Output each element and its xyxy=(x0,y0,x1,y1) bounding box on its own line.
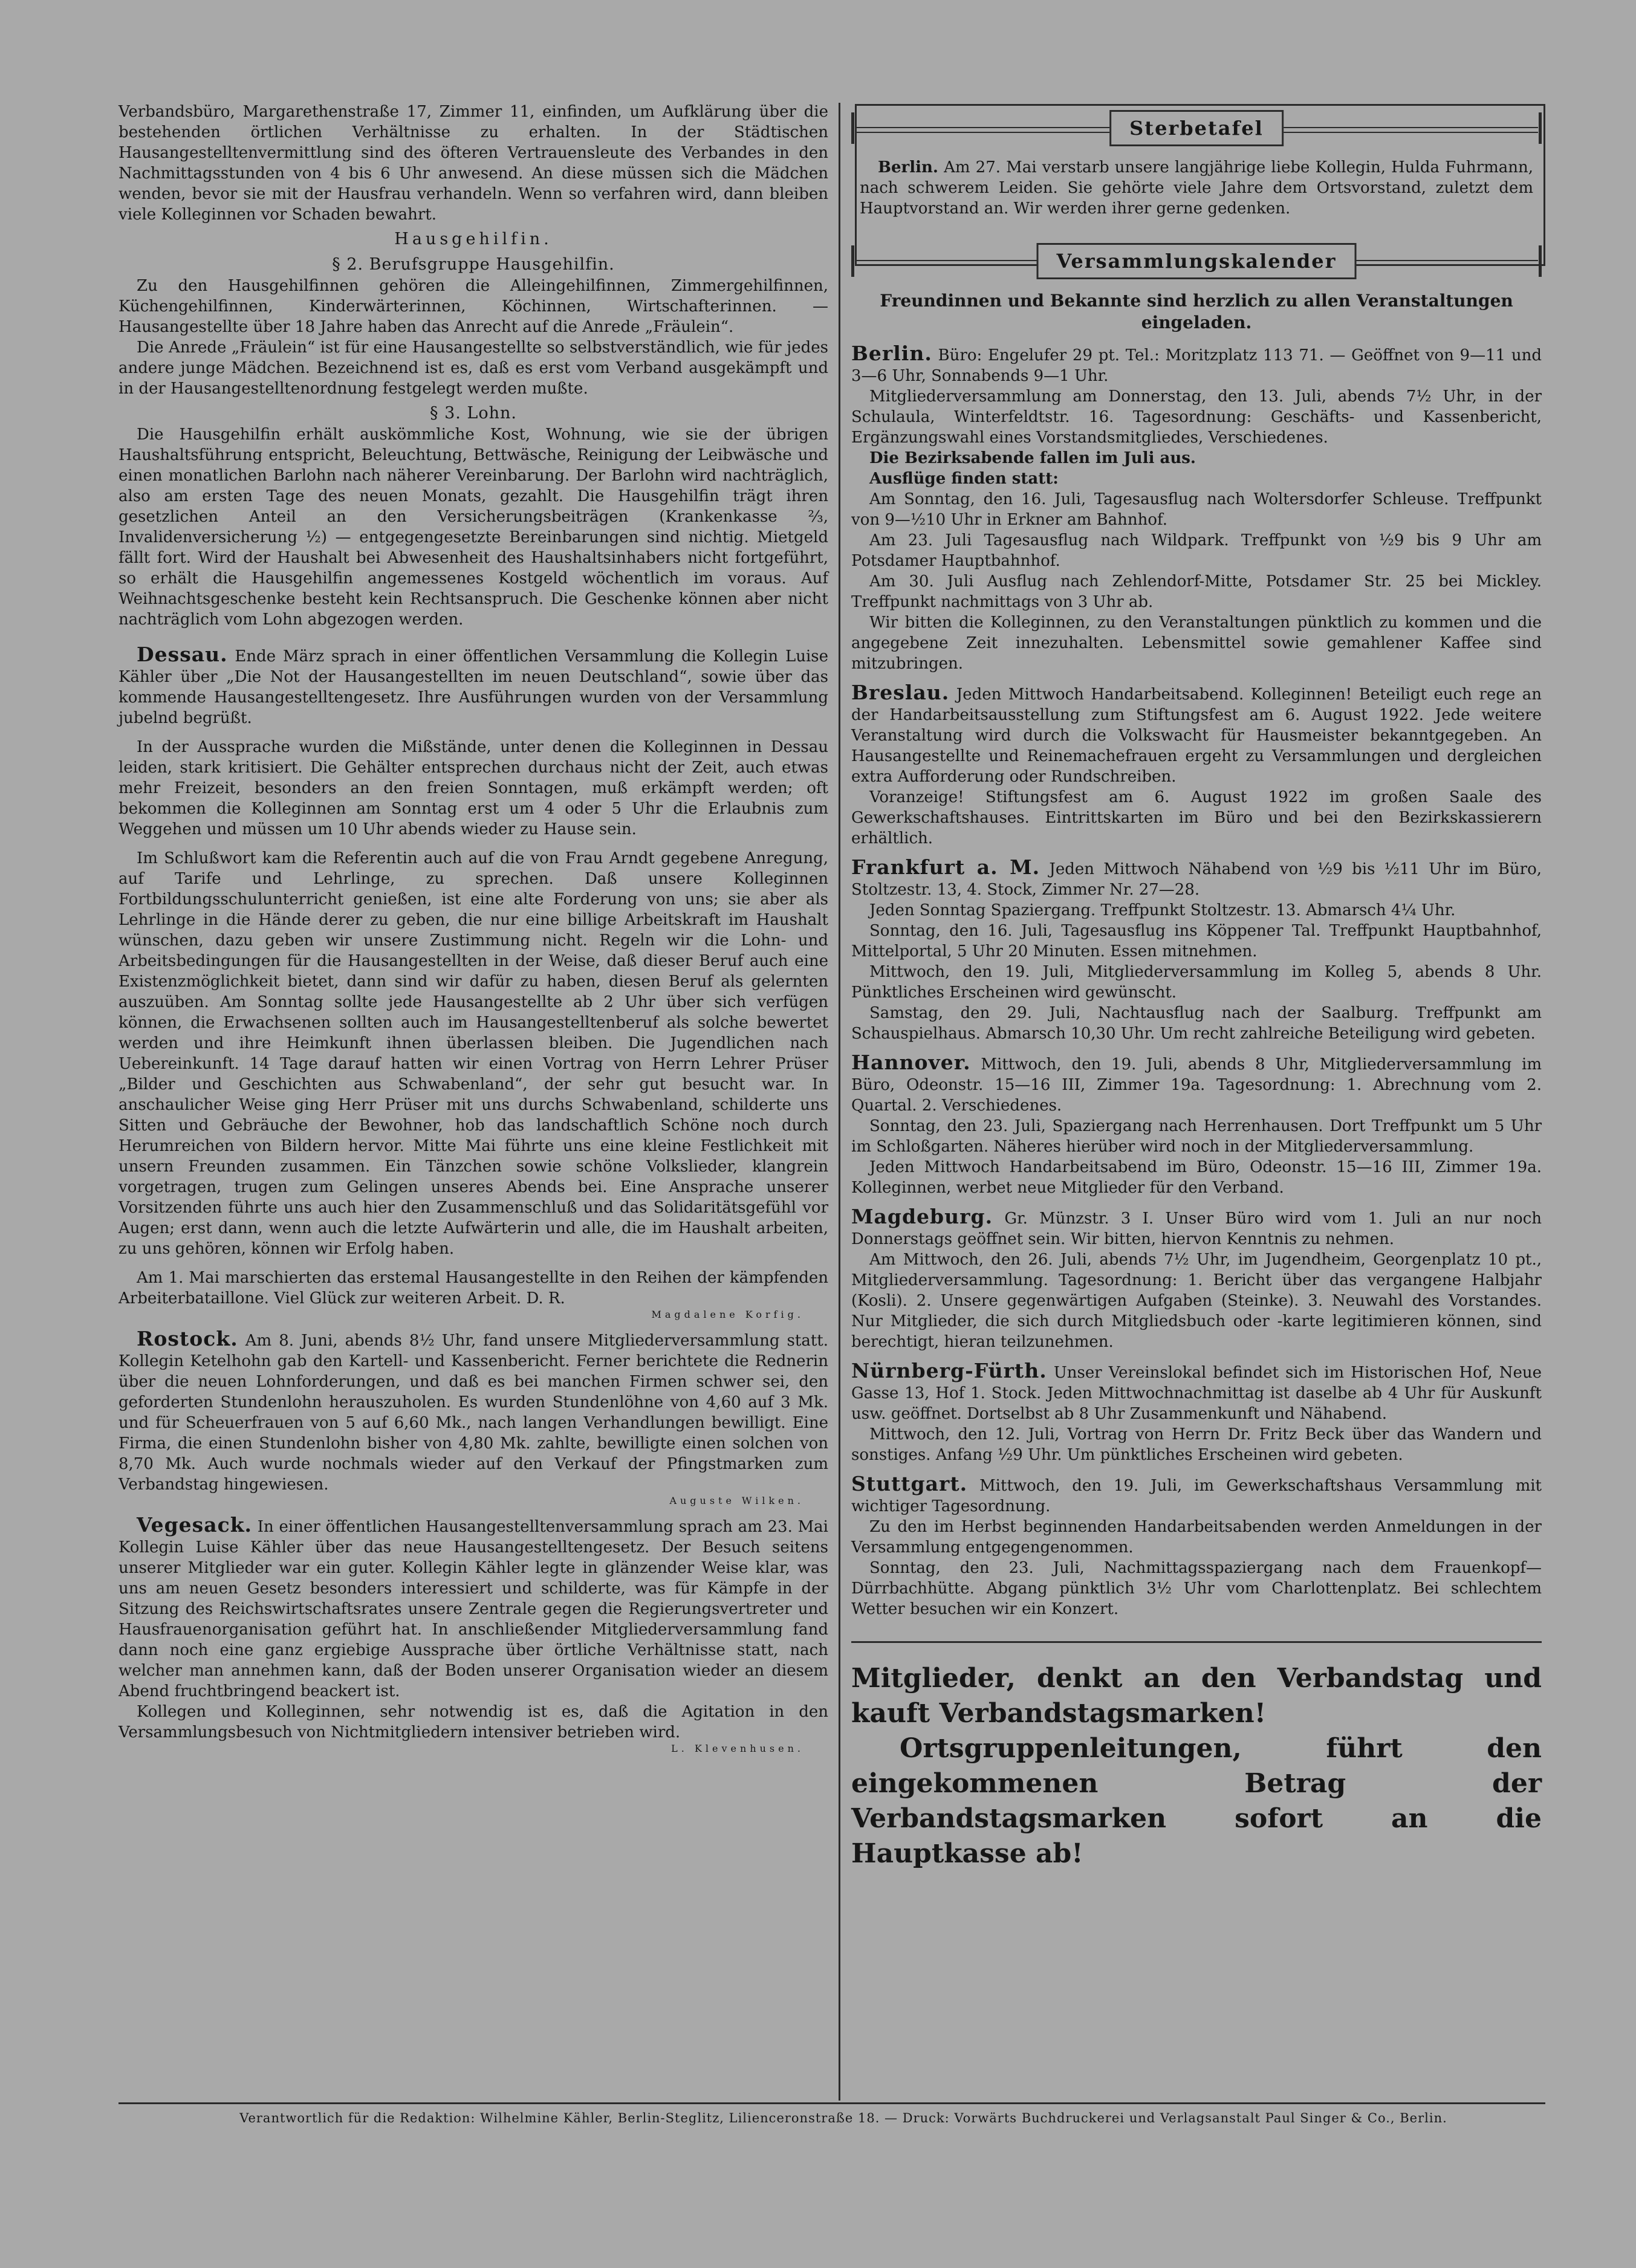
frankfurt-lead: Frankfurt a. M. xyxy=(851,855,1040,879)
rostock-text: Am 8. Juni, abends 8½ Uhr, fand unsere Mitgliederversammlung statt. Kollegin Ketelhohn gab den Kartell- und Kassenbericht. Ferner berichtete die Rednerin über die neuen Lohnforderungen, und daß es bei manchen Firmen schwer sei, den geforderten Stundenlohn herauszuholen. Es wurden Stundenlöhne von 4,60 auf 3 Mk. und für Scheuerfrauen von 5 auf 6,60 Mk., nach langen Verhandlungen bewilligt. Eine Firma, die einen Stundenlohn bisher von 4,80 Mk. zahlte, bewilligte einen solchen von 8,70 Mk. Auch wurde nochmals wieder auf den Verkauf der Pfingstmarken zum Verbandstag hingewiesen. xyxy=(118,1332,828,1494)
berlin-text2: Mitgliederversammlung am Donnerstag, den 13. Juli, abends 7½ Uhr, in der Schulaula, Winterfeldtstr. 16. Tagesordnung: Geschäfts- und Kassenbericht, Ergänzungswahl eines Vorstandsmitgliedes, Verschiedenes. xyxy=(851,387,1542,447)
dessau-text3: Im Schlußwort kam die Referentin auch auf die von Frau Arndt gegebene Anregung, auf Tarife und Lehrlinge, zu sprechen. Daß unsere Kolleginnen Fortbildungsschulunterricht genießen, ist eine alte Forderung von uns; sie aber als Lehrlinge in die Hände derer zu geben, die nur eine billige Arbeitskraft im Haushalt wünschen, dazu geben wir unsere Zustimmung nicht. Regeln wir die Lohn- und Arbeitsbedingungen für die Hausangestellten in der Weise, daß dieser Beruf auch eine Existenzmöglichkeit bietet, dann sind wir dafür zu haben, diesen Beruf als gelernten auszuüben. Am Sonntag sollte jede Hausangestellte ab 2 Uhr über sich verfügen können, die Erwachsenen sollten auch im Hausangestelltenberuf als solche bewertet werden und ihre Heimkunft ihnen überlassen bleiben. Die Jugendlichen nach Uebereinkunft. 14 Tage darauf hatten wir einen Vortrag von Herrn Lehrer Prüser „Bilder und Geschichten aus Schwabenland“, der sehr gut besucht war. In anschaulicher Weise ging Herr Prüser mit uns durchs Schwabenland, schilderte uns Sitten und Gebräuche der Bewohner, hob das landschaftlich Schöne noch durch Herumreichen von Bildern hervor. Mitte Mai führte uns eine kleine Festlichkeit mit unsern Freunden zusammen. Ein Tänzchen sowie schöne Volkslieder, klangrein vorgetragen, trugen zum Gelingen unseres Abends bei. Eine Ansprache unserer Vorsitzenden führte uns auch hier den Zusammenschluß und das Solidaritätsgefühl vor Augen; erst dann, wenn auch die letzte Aufwärterin und alle, die im Haushalt arbeiten, zu uns gehören, können wir Erfolg haben. xyxy=(118,849,828,1258)
breslau-lead: Breslau. xyxy=(851,681,950,704)
stuttgart-text2: Zu den im Herbst beginnenden Handarbeitsabenden werden Anmeldungen in der Versammlung entgegengenommen. xyxy=(851,1518,1542,1557)
dessau-text1: Ende März sprach in einer öffentlichen Versammlung die Kollegin Luise Kähler über „Die Not der Hausangestellten im neuen Deutschland“, sowie über das kommende Hausangestelltengesetz. Ihre Ausführungen wurden von der Versammlung jubelnd begrüßt. xyxy=(118,647,829,727)
stuttgart-entry xyxy=(851,1474,1542,1517)
vegesack-text2: Kollegen und Kolleginnen, sehr notwendig ist es, daß die Agitation in den Versammlungsbesuch von Nichtmitgliedern intensiver betrieben wird. xyxy=(118,1703,828,1742)
frankfurt-text4: Mittwoch, den 19. Juli, Mitgliederversammlung im Kolleg 5, abends 8 Uhr. Pünktliches Erscheinen wird gewünscht. xyxy=(851,963,1542,1002)
dessau-lead: Dessau. xyxy=(137,643,228,666)
berlin-text7: Am 30. Juli Ausflug nach Zehlendorf-Mitte, Potsdamer Str. 25 bei Mickley. Treffpunkt nachmittags von 3 Uhr ab. xyxy=(851,572,1542,611)
dessau-text4: Am 1. Mai marschierten das erstemal Hausangestellte in den Reihen der kämpfenden Arbeiterbataillone. Viel Glück zur weiteren Arbeit. D. R. xyxy=(118,1269,828,1307)
sterbetafel-title: Sterbetafel xyxy=(1109,110,1284,146)
frankfurt-text2: Jeden Sonntag Spaziergang. Treffpunkt Stoltzestr. 13. Abmarsch 4¼ Uhr. xyxy=(869,901,1456,919)
imprint-footer: Verantwortlich für die Redaktion: Wilhelmine Kähler, Berlin-Steglitz, Lilienceronstraße 18. — Druck: Vorwärts Buchdruckerei und Verlagsanstalt Paul Singer & Co., Berlin. xyxy=(239,2111,1447,2125)
berlin-text3: Die Bezirksabende fallen im Juli aus. xyxy=(869,449,1196,467)
intro-paragraph: Verbandsbüro, Margarethenstraße 17, Zimmer 11, einfinden, um Aufklärung über die bestehenden örtlichen Verhältnisse zu erhalten. In der Städtischen Hausangestelltenvermittlung sind des öfteren Vertrauensleute des Verbandes in den Nachmittagsstunden von 4 bis 6 Uhr anwesend. An diese müssen sich die Mädchen wenden, bevor sie mit der Hausfrau verhandeln. Wenn so verfahren wird, dann bleiben viele Kolleginnen vor Schaden bewahrt. xyxy=(118,103,828,224)
rostock-signature: Auguste Wilken. xyxy=(669,1495,804,1506)
frankfurt-text3: Sonntag, den 16. Juli, Tagesausflug ins Köppener Tal. Treffpunkt Hauptbahnhof, Mittelportal, 5 Uhr 20 Minuten. Essen mitnehmen. xyxy=(851,922,1542,961)
appeal-members: Mitglieder, denkt an den Verbandstag und kauft Verbandstagsmarken! xyxy=(851,1663,1542,1729)
column-divider xyxy=(839,103,840,2101)
magdeburg-text2: Am Mittwoch, den 26. Juli, abends 7½ Uhr, im Jugendheim, Georgenplatz 10 pt., Mitgliederversammlung. Tagesordnung: 1. Bericht über das vergangene Halbjahr (Kosli). 2. Unsere gegenwärtigen Aufgaben (Steinke). 3. Neuwahl des Vorstandes. Nur Mitglieder, die sich durch Mitgliedsbuch oder -karte legitimieren können, sind berechtigt, hieran teilzunehmen. xyxy=(851,1251,1542,1351)
hannover-text2: Sonntag, den 23. Juli, Spaziergang nach Herrenhausen. Dort Treffpunkt um 5 Uhr im Schloßgarten. Näheres hierüber wird noch in der Mitgliederversammlung. xyxy=(851,1117,1542,1156)
magdeburg-entry xyxy=(851,1207,1542,1249)
stuttgart-text3: Sonntag, den 23. Juli, Nachmittagsspaziergang nach dem Frauenkopf—Dürrbachhütte. Abgang pünktlich 3½ Uhr vom Charlottenplatz. Bei schlechtem Wetter besuchen wir ein Konzert. xyxy=(851,1559,1542,1618)
dessau-text2: In der Aussprache wurden die Mißstände, unter denen die Kolleginnen in Dessau leiden, stark kritisiert. Die Gehälter entsprechen durchaus nicht der Zeit, auch etwas mehr Freizeit, besonders an den freien Sonntagen, muß erkämpft werden; oft bekommen die Kolleginnen am Sonntag erst um 4 oder 5 Uhr die Erlaubnis zum Weggehen und müssen um 10 Uhr abends wieder zu Hause sein. xyxy=(118,738,828,838)
berlin-text4: Ausflüge finden statt: xyxy=(869,470,1059,488)
breslau-text1: Jeden Mittwoch Handarbeitsabend. Kolleginnen! Beteiligt euch rege an der Handarbeitsausstellung zum Stiftungsfest am 6. August 1922. Jede weitere Veranstaltung wird durch die Volkswacht für Hausmeister bekanntgegeben. An Hausangestellte und Reinemachefrauen ergeht zu Versammlungen und dergleichen extra Aufforderung oder Rundschreiben. xyxy=(851,685,1542,786)
appeal-box xyxy=(851,1641,1542,1871)
frankfurt-text5: Samstag, den 29. Juli, Nachtausflug nach der Saalburg. Treffpunkt am Schauspielhaus. Abmarsch 10,30 Uhr. Um recht zahlreiche Beteiligung wird gebeten. xyxy=(851,1004,1542,1043)
berlin-text5: Am Sonntag, den 16. Juli, Tagesausflug nach Woltersdorfer Schleuse. Treffpunkt von 9—½10 Uhr in Erkner am Bahnhof. xyxy=(851,490,1542,529)
nuernberg-entry xyxy=(851,1361,1542,1424)
magdeburg-text1: Gr. Münzstr. 3 I. Unser Büro wird vom 1. Juli an nur noch Donnerstags geöffnet sein. Wir bitten, hiervon Kenntnis zu nehmen. xyxy=(851,1210,1542,1248)
magdeburg-lead: Magdeburg. xyxy=(851,1205,993,1228)
vegesack-text1: In einer öffentlichen Hausangestelltenversammlung sprach am 23. Mai Kollegin Luise Kähler über das neue Hausangestelltengesetz. Der Besuch seitens unserer Mitglieder war ein guter. Kollegin Kähler legte in glänzender Weise klar, was uns am neuen Gesetz besonders interessiert und schilderte, was für Kämpfe in der Sitzung des Reichswirtschaftsrates unsere Zentrale gegen die Regierungsvertreter und Hausfrauenorganisation geführt hat. In anschließender Mitgliederversammlung fand dann noch eine ganz ergiebige Aussprache über örtliche Verhältnisse statt, nach welcher man annehmen kann, daß der Boden unserer Organisation wieder an diesem Abend fruchtbringend beackert ist. xyxy=(118,1518,829,1700)
stuttgart-text1: Mittwoch, den 19. Juli, im Gewerkschaftshaus Versammlung mit wichtiger Tagesordnung. xyxy=(851,1477,1542,1515)
kalender-title: Versammlungskalender xyxy=(1037,243,1357,279)
dessau-signature: Magdalene Korfig. xyxy=(651,1309,804,1320)
left-column xyxy=(118,102,828,1754)
appeal-groups: Ortsgruppenleitungen, führt den eingekommenen Betrag der Verbandstagsmarken sofort an die Hauptkasse ab! xyxy=(851,1733,1542,1869)
hausgehilfin-heading: Hausgehilfin. xyxy=(394,230,553,248)
berlin-text6: Am 23. Juli Tagesausflug nach Wildpark. Treffpunkt von ½9 bis 9 Uhr am Potsdamer Hauptbahnhof. xyxy=(851,531,1542,570)
hannover-text1: Mittwoch, den 19. Juli, abends 8 Uhr, Mitgliederversammlung im Büro, Odeonstr. 15—16 III, Zimmer 19a. Tagesordnung: 1. Abrechnung vom 2. Quartal. 2. Verschiedenes. xyxy=(851,1055,1542,1115)
paragraph3-heading: § 3. Lohn. xyxy=(430,404,517,423)
rostock-lead: Rostock. xyxy=(137,1327,238,1350)
paragraph2-text2: Die Anrede „Fräulein“ ist für eine Hausangestellte so selbstverständlich, wie für jedes andere junge Mädchen. Bezeichnend ist es, daß es erst vom Verband ausgekämpft und in der Hausangestelltenordnung festgelegt werden mußte. xyxy=(118,339,828,398)
breslau-entry xyxy=(851,682,1542,787)
berlin-text1: Büro: Engelufer 29 pt. Tel.: Moritzplatz 113 71. — Geöffnet von 9—11 und 3—6 Uhr, Sonnabends 9—1 Uhr. xyxy=(851,346,1542,385)
kalender-header xyxy=(851,243,1542,279)
vegesack-signature: L. Klevenhusen. xyxy=(671,1743,804,1754)
nuernberg-lead: Nürnberg-Fürth. xyxy=(851,1359,1047,1382)
frankfurt-text1: Jeden Mittwoch Nähabend von ½9 bis ½11 Uhr im Büro, Stoltzestr. 13, 4. Stock, Zimmer Nr. 27—28. xyxy=(851,860,1542,899)
nuernberg-text1: Unser Vereinslokal befindet sich im Historischen Hof, Neue Gasse 13, Hof 1. Stock. Jeden Mittwochnachmittag ist daselbe ab 4 Uhr für Auskunft usw. geöffnet. Dortselbst ab 8 Uhr Zusammenkunft und Nähabend. xyxy=(851,1364,1542,1423)
berlin-lead: Berlin. xyxy=(851,342,932,365)
paragraph2-heading: § 2. Berufsgruppe Hausgehilfin. xyxy=(332,255,615,274)
paragraph3-text: Die Hausgehilfin erhält auskömmliche Kost, Wohnung, wie sie der übrigen Haushaltsführung entspricht, Beleuchtung, Bettwäsche, Reinigung der Leibwäsche und einen monatlichen Barlohn nach näherer Vereinbarung. Der Barlohn wird nachträglich, also am ersten Tage des neuen Monats, gezahlt. Die Hausgehilfin trägt ihren gesetzlichen Anteil an den Versicherungsbeiträgen (Krankenkasse ⅔, Invalidenversicherung ½) — entgegengesetzte Bereinbarungen sind nichtig. Mietgeld fällt fort. Wird der Haushalt bei Abwesenheit des Haushaltsinhabers nicht fortgeführt, so erhält die Hausgehilfin angemessenes Kostgeld wöchentlich im voraus. Auf Weihnachtsgeschenke besteht kein Rechtsanspruch. Die Geschenke können aber nicht nachträglich vom Lohn abgezogen werden. xyxy=(118,426,828,629)
hannover-entry xyxy=(851,1052,1542,1116)
berlin-text8: Wir bitten die Kolleginnen, zu den Veranstaltungen pünktlich zu kommen und die angegebene Zeit innezuhalten. Lebensmittel sowie gemahlener Kaffee sind mitzubringen. xyxy=(851,614,1542,673)
sterbe-lead: Berlin. xyxy=(878,158,938,177)
hannover-lead: Hannover. xyxy=(851,1051,971,1074)
vegesack-report xyxy=(118,1515,828,1702)
invite-text: Freundinnen und Bekannte sind herzlich zu allen Veranstaltungen eingeladen. xyxy=(880,291,1513,332)
hannover-text3: Jeden Mittwoch Handarbeitsabend im Büro, Odeonstr. 15—16 III, Zimmer 19a. Kolleginnen, werbet neue Mitglieder für den Verband. xyxy=(851,1158,1542,1197)
sterbetafel-header xyxy=(851,110,1542,146)
breslau-text2: Voranzeige! Stiftungsfest am 6. August 1922 im großen Saale des Gewerkschaftshauses. Eintrittskarten im Büro und bei den Bezirkskassierern erhältlich. xyxy=(851,788,1542,847)
paragraph2-text1: Zu den Hausgehilfinnen gehören die Alleingehilfinnen, Zimmergehilfinnen, Küchengehilfinnen, Kinderwärterinnen, Köchinnen, Wirtschafterinnen. — Hausangestellte über 18 Jahre haben das Anrecht auf die Anrede „Fräulein“. xyxy=(118,277,828,336)
sterbe-text: Am 27. Mai verstarb unsere langjährige liebe Kollegin, Hulda Fuhrmann, nach schwerem Leiden. Sie gehörte viele Jahre dem Ortsvorstand, zuletzt dem Hauptvorstand an. Wir werden ihrer gerne gedenken. xyxy=(860,158,1534,218)
rostock-report xyxy=(118,1329,828,1495)
stuttgart-lead: Stuttgart. xyxy=(851,1472,968,1495)
footer-divider xyxy=(118,2102,1545,2104)
dessau-report-intro xyxy=(118,644,828,728)
vegesack-lead: Vegesack. xyxy=(137,1513,253,1537)
right-column xyxy=(851,110,1542,1871)
berlin-entry xyxy=(851,343,1542,386)
nuernberg-text2: Mittwoch, den 12. Juli, Vortrag von Herrn Dr. Fritz Beck über das Wandern und sonstiges. Anfang ½9 Uhr. Um pünktliches Erscheinen wird gebeten. xyxy=(851,1425,1542,1464)
frankfurt-entry xyxy=(851,857,1542,900)
sterbe-notice xyxy=(860,157,1533,219)
